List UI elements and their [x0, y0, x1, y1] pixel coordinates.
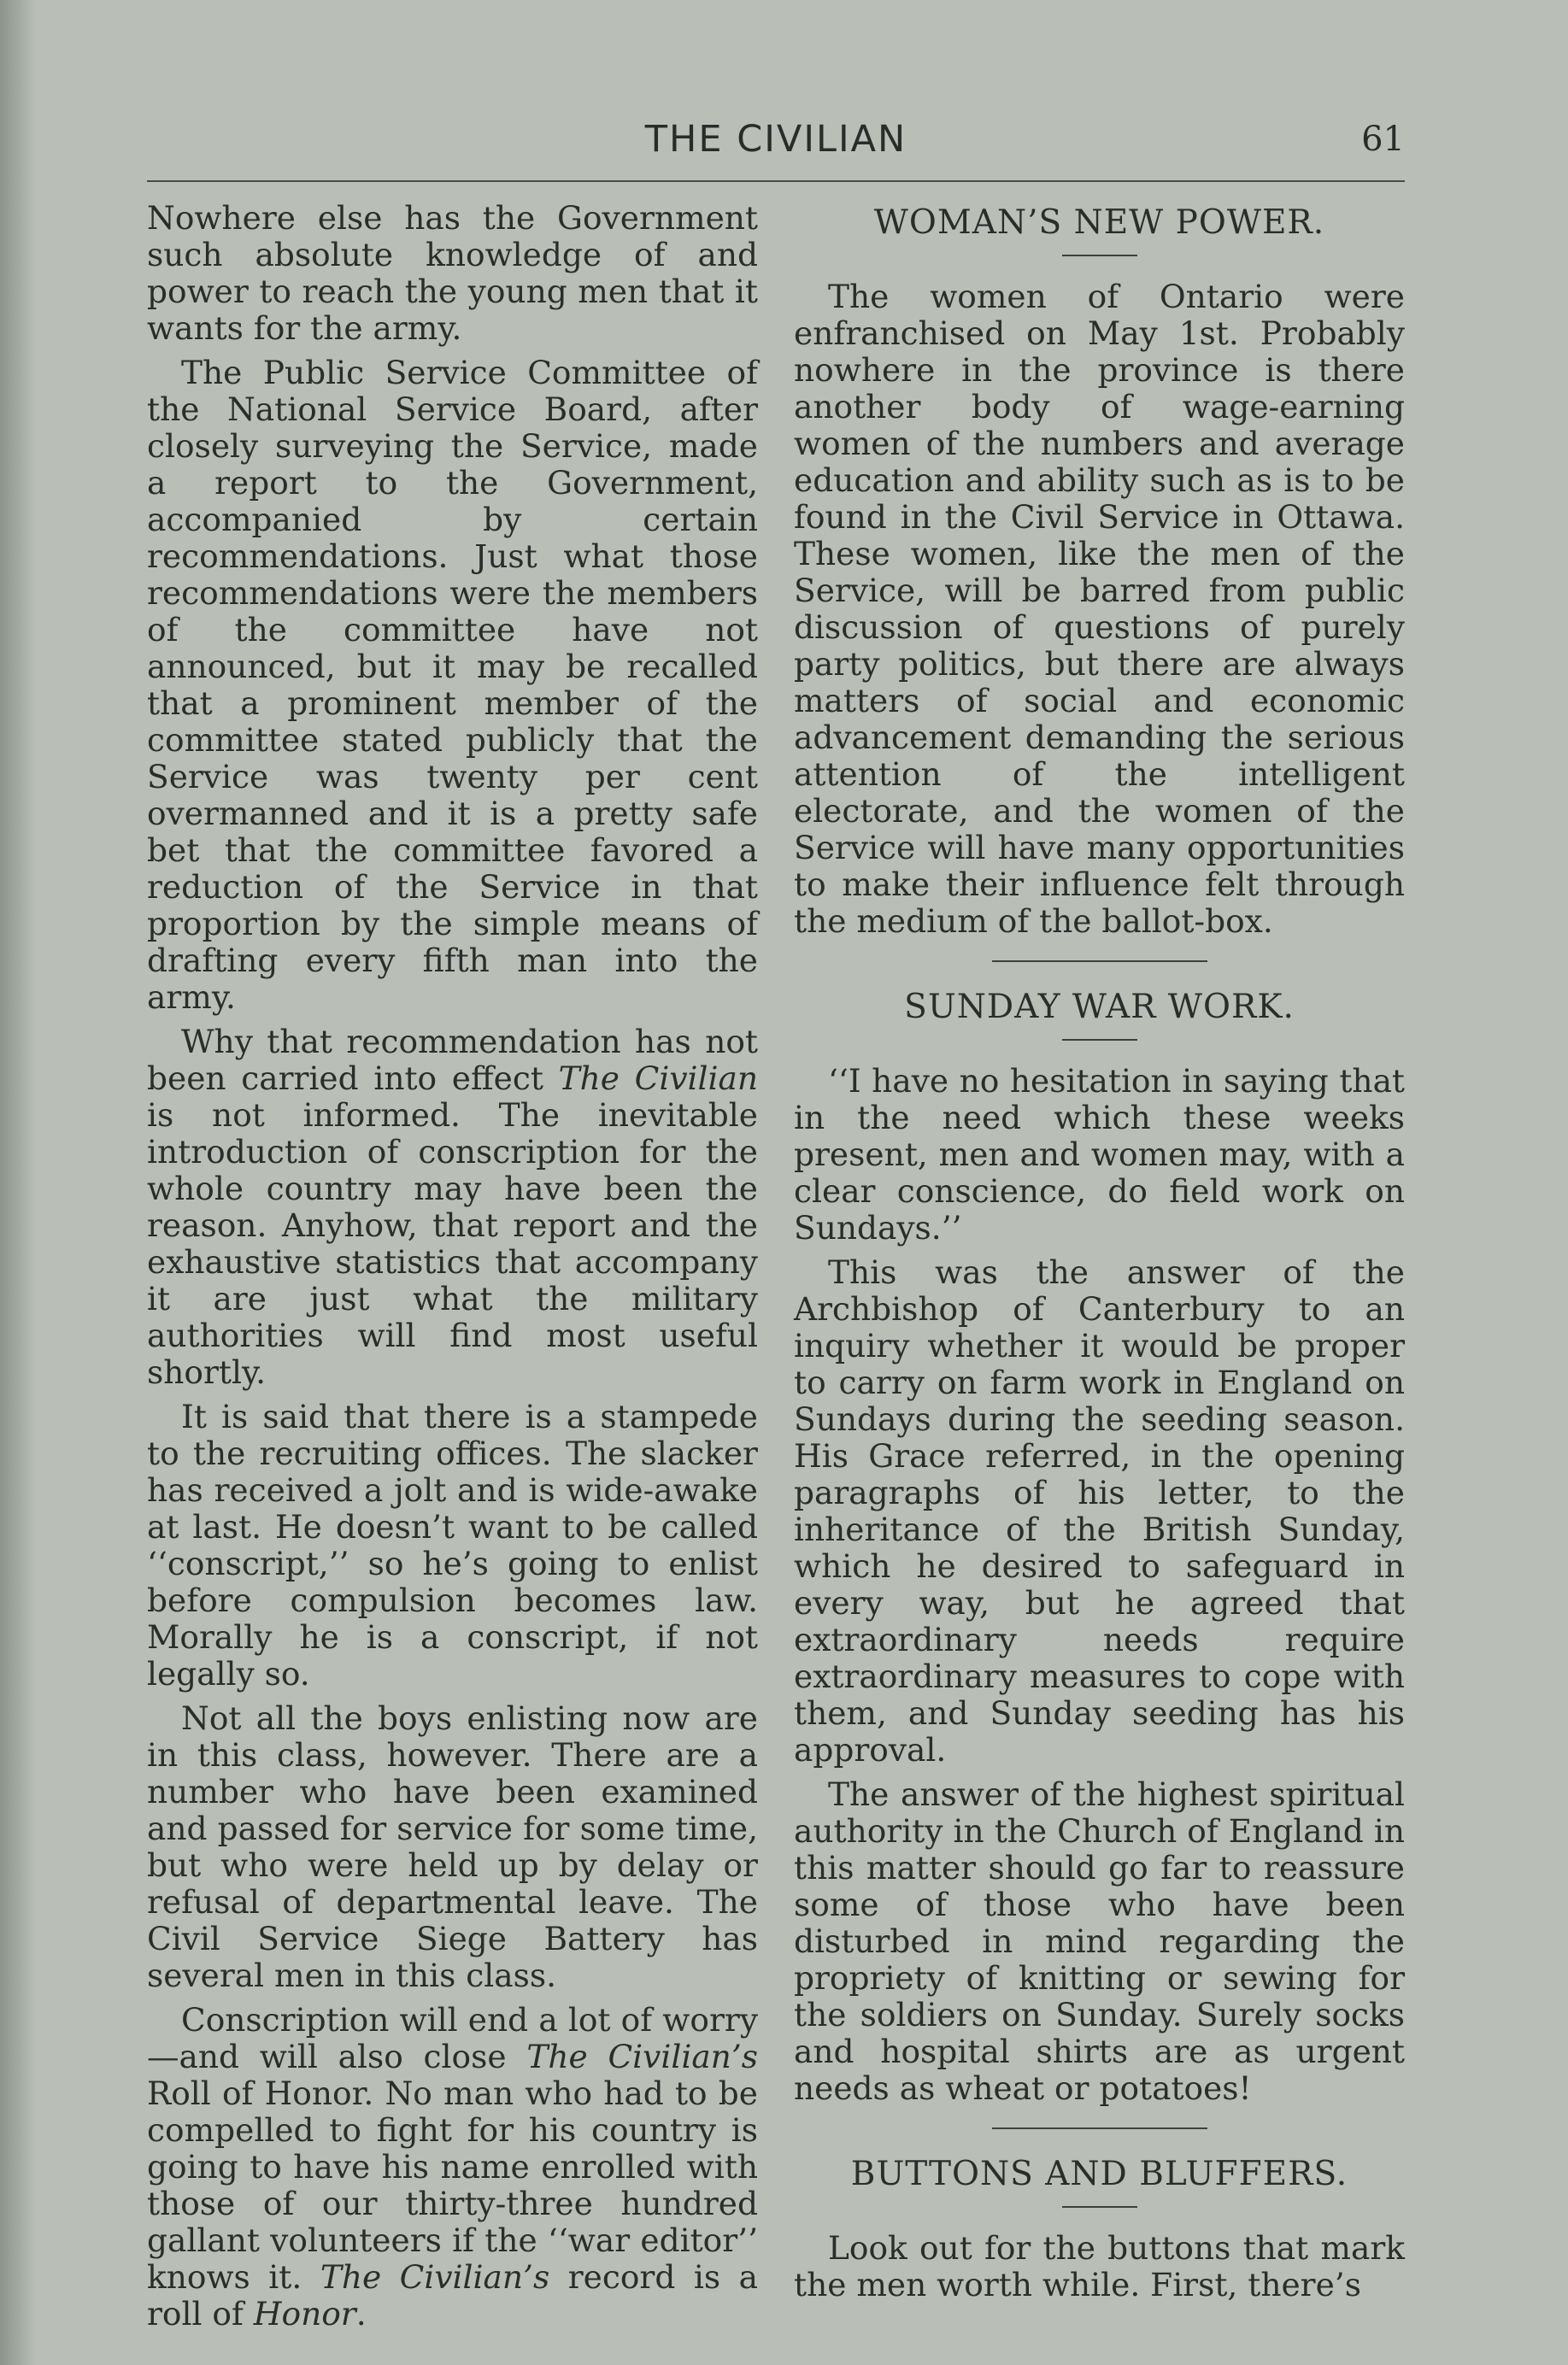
paragraph: Not all the boys enlisting now are in this class, however. There are a number who have been examined and passed for service for some time, but who were held up by delay or refusal of departmental leave. The Civil Service Siege Battery has several men in this class. [147, 1699, 758, 1994]
section-title-buttons-and-bluffers: BUTTONS AND BLUFFERS. [850, 2155, 1348, 2193]
left-column [147, 200, 758, 2340]
paragraph: The answer of the highest spiritual authority in the Church of England in this matter should go far to reassure some of those who have been disturbed in mind regarding the propriety of knitting or sewing for the soldiers on Sunday. Surely socks and hospital shirts are as urgent needs as wheat or potatoes! [794, 1775, 1405, 2107]
page-spine-shadow [0, 0, 36, 2365]
page-number: 61 [1361, 120, 1405, 159]
emphasis: Honor [253, 2295, 356, 2333]
paragraph: This was the answer of the Archbishop of Canterbury to an inquiry whether it would be proper to carry on farm work in England on Sundays during the seeding season. His Grace referred, in the opening paragraphs of his letter, to the inheritance of the British Sunday, which he desired to safeguard in every way, but he agreed that extraordinary needs require extraordinary measures to cope with them, and Sunday seeding has his approval. [794, 1253, 1405, 1769]
paragraph [147, 1024, 758, 1391]
section-divider [1062, 1039, 1137, 1041]
text-run: . [355, 2295, 367, 2333]
paragraph: Look out for the buttons that mark the men worth while. First, there’s [794, 2229, 1405, 2303]
paragraph: The women of Ontario were enfranchised on May 1st. Probably nowhere in the province is there another body of wage-earning women of the numbers and average education and ability such as is to be found in the Civil Service in Ottawa. These women, like the men of the Service, will be barred from public discussion of questions of purely party politics, but there are always matters of social and economic advancement demanding the serious attention of the intelligent electorate, and the women of the Service will have many opportunities to make their influence felt through the medium of the ballot-box. [794, 278, 1405, 940]
paragraph: ‘‘I have no hesitation in saying that in the need which these weeks present, men and women may, with a clear conscience, do field work on Sundays.’’ [794, 1062, 1405, 1247]
text-run: is not informed. The inevitable introduction of conscription for the whole country may have been the reason. Anyhow, that report and the exhaustive statistics that accompany it are just what the military authorities will find most useful shortly. [147, 1096, 758, 1391]
section-title-womans-new-power: WOMAN’S NEW POWER. [873, 203, 1325, 242]
paragraph: Nowhere else has the Government such absolute knowledge of and power to reach the young men that it wants for the army. [147, 199, 758, 347]
section-divider [1062, 255, 1137, 256]
header-rule [147, 180, 1405, 182]
text-run: Roll of Honor. No man who had to be compelled to fight for his country is going to have his name enrolled with those of our thirty-three hundred gallant volunteers if the ‘‘war editor’’ knows it. [147, 2075, 758, 2296]
page-header [147, 118, 1405, 166]
right-column [794, 200, 1405, 2311]
text-run: Why that recommendation has not been carried into effect [147, 1023, 758, 1097]
running-title: THE CIVILIAN [644, 118, 907, 161]
publication-name: The Civilian’s [320, 2258, 550, 2296]
section-title-sunday-war-work: SUNDAY WAR WORK. [904, 988, 1295, 1026]
paragraph [147, 2002, 758, 2333]
text-run: record is a roll of [147, 2258, 758, 2333]
article-separator [992, 2127, 1207, 2129]
paragraph: It is said that there is a stampede to the recruiting offices. The slacker has received a jolt and is wide-awake at last. He doesn’t want to be called ‘‘conscript,’’ so he’s going to enlist before compulsion becomes law. Morally he is a conscript, if not legally so. [147, 1398, 758, 1693]
paragraph: The Public Service Committee of the National Service Board, after closely surveying the Service, made a report to the Government, accompanied by certain recommendations. Just what those recommendations were the members of the committee have not announced, but it may be recalled that a prominent member of the committee stated publicly that the Service was twenty per cent overmanned and it is a pretty safe bet that the committee favored a reduction of the Service in that proportion by the simple means of drafting every fifth man into the army. [147, 354, 758, 1016]
publication-name: The Civilian’s [526, 2038, 758, 2075]
text-run: Conscription will end a lot of worry —and will also close [147, 2001, 758, 2075]
section-divider [1062, 2206, 1137, 2208]
publication-name: The Civilian [558, 1059, 758, 1097]
article-separator [992, 960, 1207, 962]
